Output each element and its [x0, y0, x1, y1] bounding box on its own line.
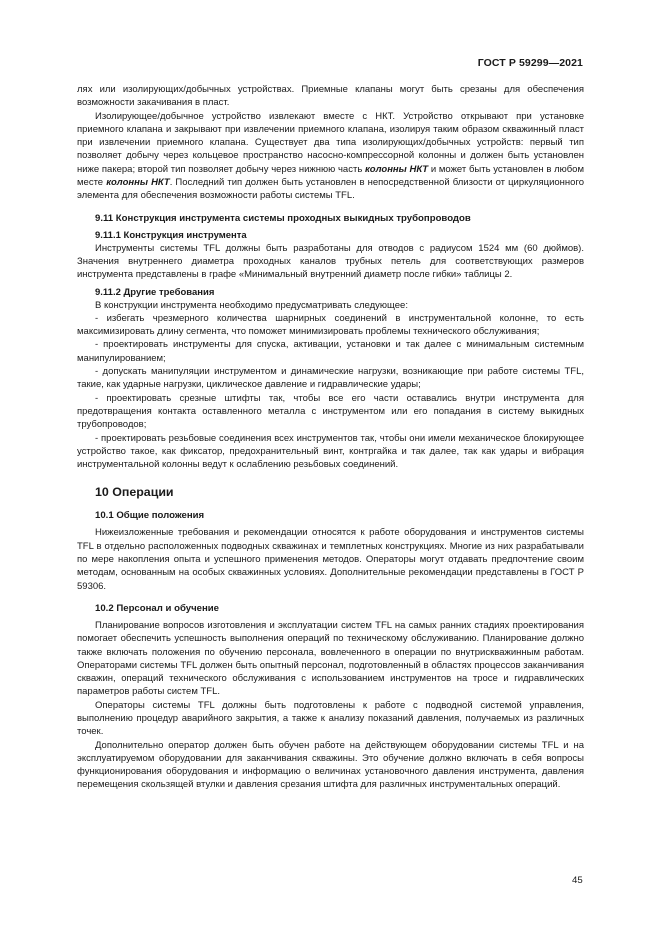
page-number: 45 [572, 875, 583, 886]
page-body [77, 83, 584, 792]
section-10-1-heading: 10.1 Общие положения [95, 510, 205, 522]
section-10-heading: 10 Операции [95, 485, 174, 500]
list-item: - проектировать инструменты для спуска, активации, установки и так далее с минимальным системным манипулированием; [77, 339, 584, 364]
paragraph-operators: Операторы системы TFL должны быть подготовлены к работе с подводной системой управления, выполнению процедур аварийного закрытия, а также к анализу показаний давления, получаемых из различных точек. [77, 699, 584, 738]
list-item: - избегать чрезмерного количества шарнирных соединений в инструментальной колонне, то есть максимизировать длину сегмента, что поможет минимизировать проблемы технического обслуживания; [77, 312, 584, 338]
list-item: - проектировать срезные штифты так, чтобы все его части оставались внутри инструмента для предотвращения контакта оставленного металла с инструментом или его попадания в систему выкидных трубопроводов; [77, 392, 584, 431]
section-10-2-heading: 10.2 Персонал и обучение [95, 602, 220, 614]
paragraph-planning: Планирование вопросов изготовления и эксплуатации систем TFL на самых ранних стадиях проектирования помогает обеспечить успешность выполнения операций по техническому обслуживанию. Планирование должно также включать положения по обучению персонала, вовлеченного в операции по внутрискважинным работам. Операторами системы TFL должен быть опытный персонал, подготовленный в областях процессов заканчивания скважин, операций технического обслуживания с использованием инструментов на тросе и гидравлических параметров работы систем TFL. [77, 619, 584, 698]
section-9-11-2-heading: 9.11.2 Другие требования [95, 286, 215, 298]
list-item: - допускать манипуляции инструментом и динамические нагрузки, возникающие при работе системы TFL, такие, как ударные нагрузки, циклическое давление и гидравлические удары; [77, 366, 584, 391]
paragraph-tool-design: Инструменты системы TFL должны быть разработаны для отводов с радиусом 1524 мм (60 дюймов). Значения внутреннего диаметра проходных каналов трубных петель для соответствующих размеров инструмента представлены в графе «Минимальный внутренний диаметр после гибки» таблицы 2. [77, 242, 584, 281]
paragraph-requirements-intro: В конструкции инструмента необходимо предусматривать следующее: [95, 299, 408, 311]
paragraph-training: Дополнительно оператор должен быть обучен работе на действующем оборудовании системы TFL и на эксплуатируемом оборудовании для заканчивания скважины. Это обучение должно включать в себя вопросы функционирования оборудования и информацию о величинах установочного давления инструмента, давления перемещения скользящей втулки и давления срезания штифта для различных инструментальных операций. [77, 739, 584, 791]
list-item: - проектировать резьбовые соединения всех инструментов так, чтобы они имели механическое блокирующее устройство такое, как фиксатор, предохранительный винт, контргайка и так далее, так как удары и вибрация инструментальной колонны ведут к ослаблению резьбовых соединений. [77, 432, 584, 471]
section-9-11-1-heading: 9.11.1 Конструкция инструмента [95, 229, 247, 241]
section-9-11-heading: 9.11 Конструкция инструмента системы проходных выкидных трубопроводов [95, 212, 471, 224]
paragraph-general-provisions: Нижеизложенные требования и рекомендации относятся к работе оборудования и инструментов системы TFL в отдельно расположенных подводных скважинах и темплетных конструкциях. Многие из них разрабатывали по мере накопления опыта и успешного применения методов. Операторы могут отдавать предпочтение своим методам, основанным на особых скважинных условиях. Дополнительные рекомендации представлены в ГОСТ Р 59306. [77, 527, 584, 592]
doc-header-code: ГОСТ Р 59299—2021 [477, 57, 583, 69]
paragraph-isolating-device: Изолирующее/добычное устройство извлекают вместе с НКТ. Устройство открывают при установке приемного клапана и закрывают при извлечении приемного клапана, изолируя таким образом скважинный пласт при извлечении приемного клапана. Существует два типа изолирующих/добычных устройств: первый тип позволяет добычу через кольцевое пространство насосно-компрессорной колонны и должен быть установлен ниже пакера; второй тип позволяет добычу через нижнюю часть колонны НКТ и может быть установлен в любом месте колонны НКТ. Последний тип должен быть установлен в непосредственной близости от циркуляционного элемента для обеспечения возможности работы системы TFL. [77, 110, 585, 202]
paragraph-continuation: лях или изолирующих/добычных устройствах. Приемные клапаны могут быть срезаны для обеспечения возможности закачивания в пласт. [77, 84, 584, 109]
